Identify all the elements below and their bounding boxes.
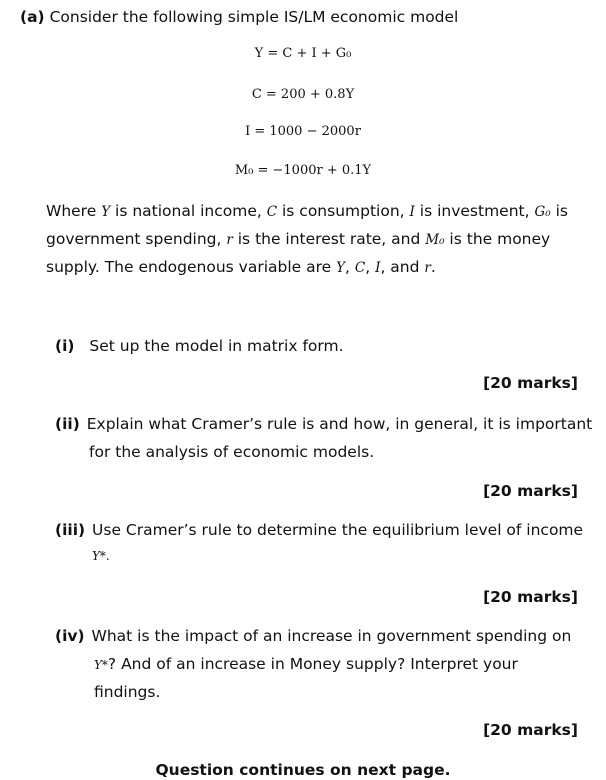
question-i: [55, 337, 344, 355]
question-iv-line-2: Y*? And of an increase in Money supply? Interpret your: [94, 655, 518, 673]
equation-is: Y = C + I + G₀: [254, 46, 352, 61]
marks-ii: [20 marks]: [483, 482, 578, 500]
question-iii: [55, 521, 583, 539]
question-text: Explain what Cramer’s rule is and how, in general, it is important: [86, 415, 593, 433]
equation-money-supply: M₀ = −1000r + 0.1Y: [234, 163, 372, 178]
question-text: Set up the model in matrix form.: [89, 337, 344, 355]
where-line-1: Where Y is national income, C is consumption, I is investment, G₀ is: [46, 202, 568, 220]
question-iv-line-3: findings.: [94, 683, 161, 701]
question-ii: [55, 415, 592, 433]
equation-investment: I = 1000 − 2000r: [245, 124, 361, 139]
where-line-3: supply. The endogenous variable are Y, C, I, and r.: [46, 258, 436, 276]
marks-i: [20 marks]: [483, 374, 578, 392]
question-label: (ii): [55, 415, 80, 433]
footer-note: Question continues on next page.: [155, 761, 451, 779]
question-label: (iv): [55, 627, 85, 645]
part-label: (a): [20, 8, 45, 26]
marks-iii: [20 marks]: [483, 588, 578, 606]
marks-iv: [20 marks]: [483, 721, 578, 739]
question-label: (iii): [55, 521, 86, 539]
part-a-intro: [20, 8, 458, 26]
question-iii-line-2: Y*.: [92, 549, 110, 563]
question-text: Use Cramer’s rule to determine the equilibrium level of income: [92, 521, 584, 539]
question-text: What is the impact of an increase in government spending on: [91, 627, 572, 645]
question-label: (i): [55, 337, 75, 355]
question-iv: [55, 627, 571, 645]
equation-consumption: C = 200 + 0.8Y: [251, 87, 355, 102]
question-ii-line-2: for the analysis of economic models.: [89, 443, 375, 461]
intro-text: Consider the following simple IS/LM economic model: [49, 8, 459, 26]
where-line-2: government spending, r is the interest rate, and M₀ is the money: [46, 230, 551, 248]
